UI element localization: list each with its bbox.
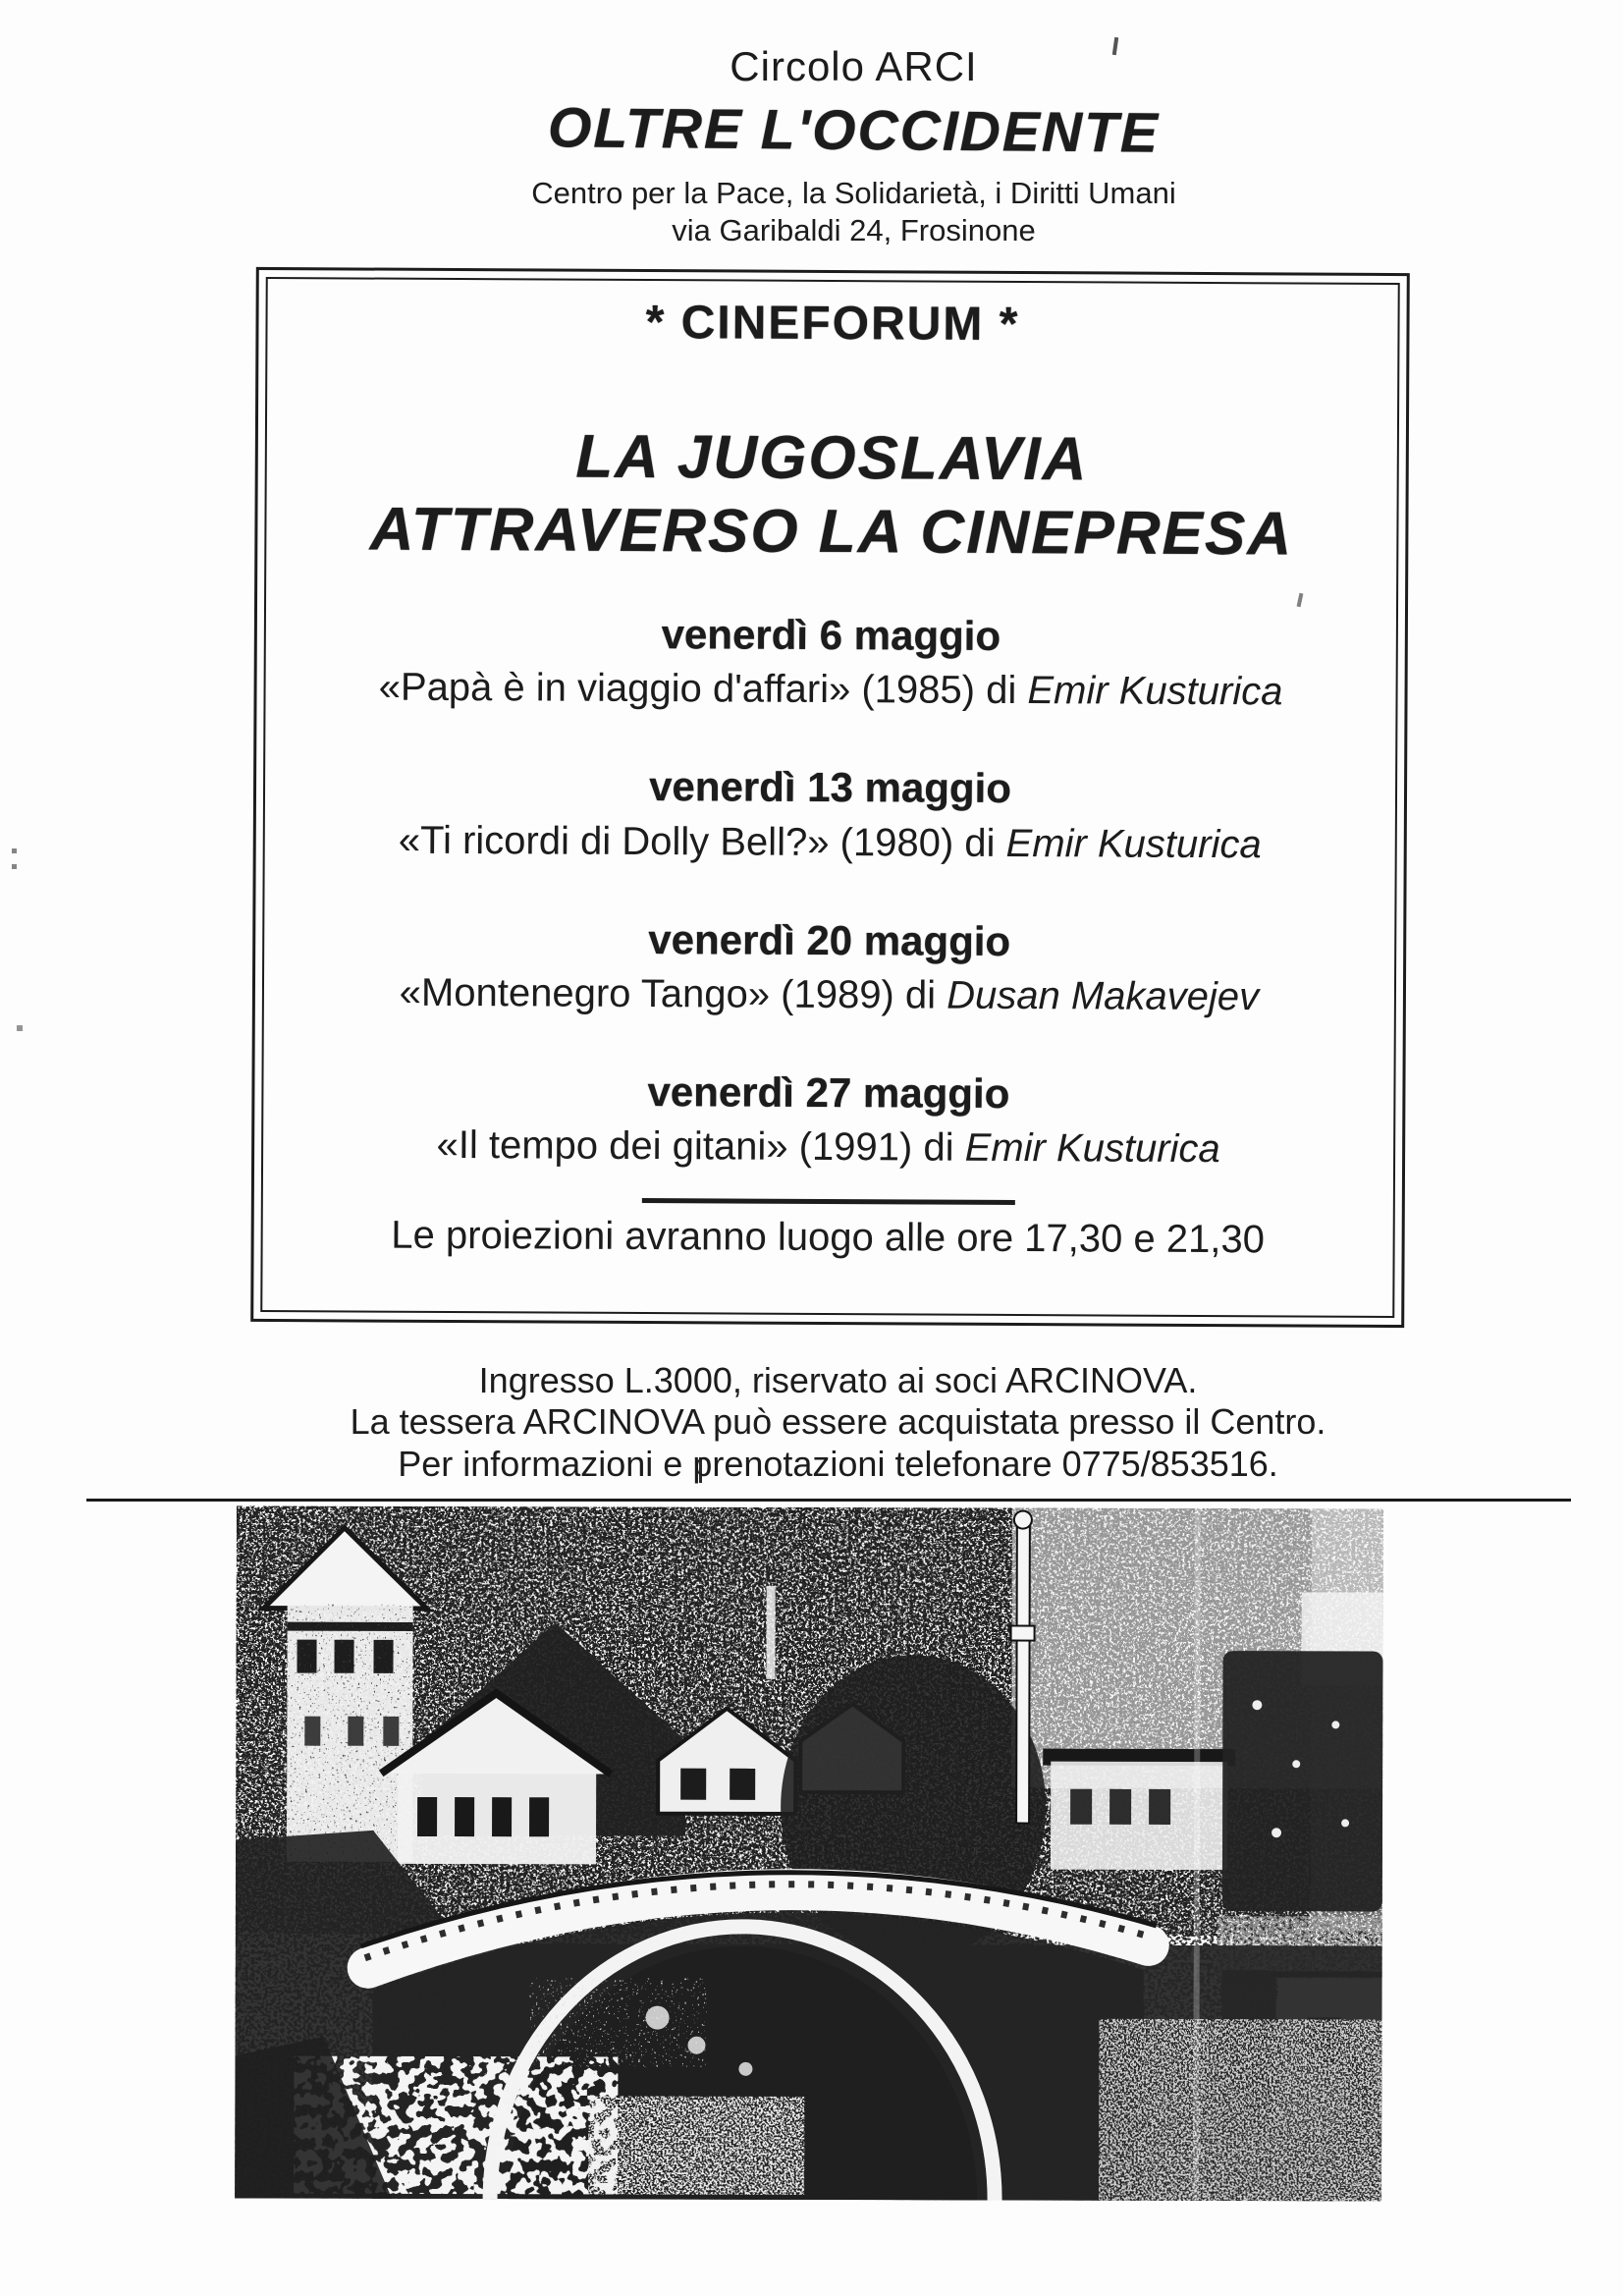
screening-date: venerdì 20 maggio <box>648 915 1011 964</box>
times-note: Le proiezioni avranno luogo alle ore 17,30 e 21,30 <box>391 1213 1266 1262</box>
film-title: «Il tempo dei gitani» (1991) di <box>436 1123 965 1170</box>
screening-film <box>256 664 1404 715</box>
screening-item <box>256 761 1405 867</box>
program-box <box>250 267 1410 1328</box>
organization-name: Circolo ARCI <box>730 43 978 89</box>
scan-artifact <box>12 848 17 853</box>
film-director: Dusan Makavejev <box>947 973 1260 1019</box>
footer-info <box>0 1360 1623 1485</box>
event-title-line2: ATTRAVERSO LA CINEPRESA <box>369 495 1294 569</box>
film-title: «Montenegro Tango» (1989) di <box>399 970 947 1017</box>
screening-list <box>254 609 1405 1173</box>
screening-date: venerdì 27 maggio <box>647 1067 1010 1117</box>
header <box>0 43 1623 249</box>
screening-date: venerdì 13 maggio <box>649 763 1012 812</box>
film-title: «Ti ricordi di Dolly Bell?» (1980) di <box>398 818 1006 865</box>
event-title <box>257 418 1406 572</box>
film-title: «Papà è in viaggio d'affari» (1985) di <box>378 665 1028 713</box>
event-title-line1: LA JUGOSLAVIA <box>575 422 1089 494</box>
screening-date: venerdì 6 maggio <box>661 611 1001 659</box>
horizontal-rule <box>86 1499 1571 1502</box>
film-director: Emir Kusturica <box>1005 821 1262 866</box>
bridge-photo <box>235 1505 1383 2201</box>
footer-line-admission: Ingresso L.3000, riservato ai soci ARCINOVA. <box>478 1360 1198 1400</box>
scan-artifact <box>17 1025 23 1031</box>
film-director: Emir Kusturica <box>964 1125 1220 1172</box>
screening-film <box>256 817 1404 868</box>
screening-item <box>256 609 1405 715</box>
section-title: * CINEFORUM * <box>645 297 1020 352</box>
center-subtitle: Centro per la Pace, la Solidarietà, i Diritti Umani <box>531 176 1176 210</box>
scan-artifact <box>12 864 17 869</box>
center-address: via Garibaldi 24, Frosinone <box>672 212 1036 247</box>
screening-film <box>254 1121 1402 1173</box>
mostar-bridge-halftone-photo <box>235 1505 1383 2201</box>
footer-line-phone: Per informazioni e prenotazioni telefonare 0775/853516. <box>398 1443 1278 1484</box>
footer-line-membership: La tessera ARCINOVA può essere acquistata presso il Centro. <box>350 1401 1326 1443</box>
center-title: OLTRE L'OCCIDENTE <box>547 96 1161 165</box>
screening-film <box>255 969 1403 1020</box>
screening-item <box>255 914 1404 1020</box>
screening-item <box>254 1066 1403 1173</box>
film-director: Emir Kusturica <box>1027 669 1283 714</box>
divider-line <box>641 1198 1014 1205</box>
